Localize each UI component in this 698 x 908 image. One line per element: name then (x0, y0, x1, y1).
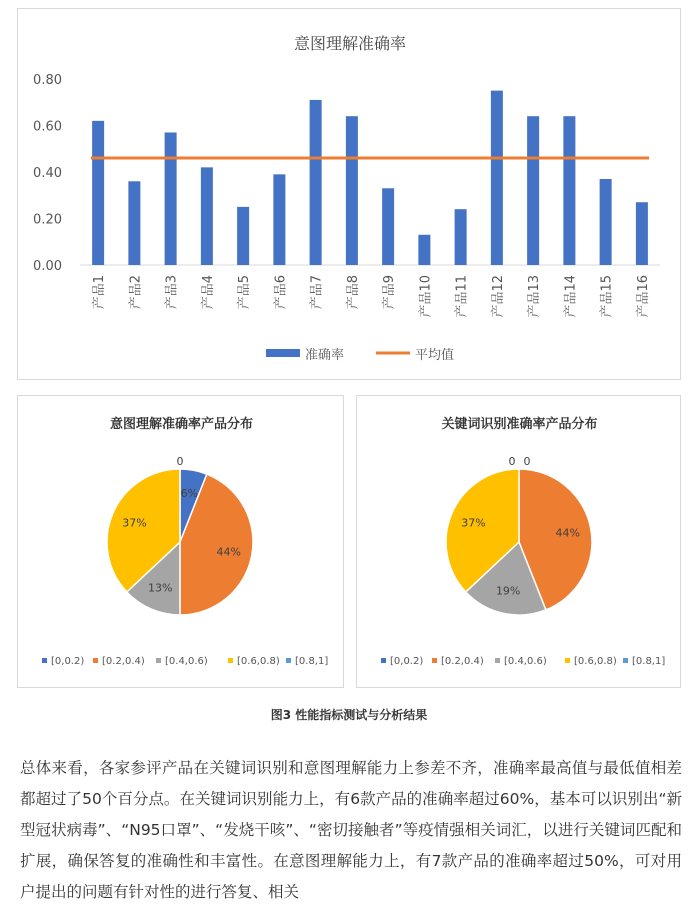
x-category-label: 产品16 (635, 275, 651, 318)
bar-13 (527, 116, 539, 265)
legend-label: [0.4,0.6) (504, 656, 547, 667)
pie-data-label-zero: 0 (523, 455, 531, 468)
legend-label-accuracy: 准确率 (305, 348, 345, 363)
x-category-label: 产品11 (454, 275, 470, 318)
pie-chart-keyword (357, 396, 682, 689)
x-category-label: 产品5 (237, 275, 253, 310)
y-tick-label: 0.00 (33, 259, 62, 274)
legend-label-average: 平均值 (415, 348, 455, 363)
bar-chart (18, 9, 682, 381)
legend-label: [0,0.2) (51, 656, 85, 667)
bar-8 (346, 116, 358, 265)
pie-data-label-zero: 0 (176, 455, 184, 468)
x-category-label: 产品8 (345, 275, 361, 310)
pie-data-label: 13% (148, 581, 173, 595)
bar-7 (310, 100, 322, 265)
x-category-label: 产品13 (527, 275, 543, 318)
pie-data-label: 19% (495, 584, 521, 598)
pie-data-label: 6% (180, 487, 199, 501)
figure-caption: 图3 性能指标测试与分析结果 (270, 708, 428, 722)
bar-14 (563, 116, 575, 265)
x-category-label: 产品15 (599, 275, 615, 318)
legend-swatch (432, 658, 437, 663)
bar-10 (418, 235, 430, 265)
x-category-label: 产品7 (309, 275, 325, 310)
legend-label: [0.4,0.6) (165, 656, 208, 667)
legend-swatch (286, 658, 291, 663)
pie-data-label: 37% (122, 516, 147, 530)
bar-1 (92, 121, 104, 265)
legend-swatch (565, 658, 570, 663)
x-category-label: 产品1 (92, 275, 108, 310)
y-tick-label: 0.40 (33, 166, 62, 181)
bar-12 (491, 91, 503, 265)
bar-6 (273, 174, 285, 265)
pie-chart-panel-intent (17, 395, 344, 688)
bar-2 (128, 181, 140, 265)
x-category-label: 产品12 (490, 275, 506, 318)
x-category-label: 产品4 (200, 275, 216, 310)
pie-data-label-zero: 0 (508, 455, 516, 468)
y-tick-label: 0.60 (33, 119, 62, 135)
legend-swatch-accuracy (266, 349, 300, 357)
legend-label: [0.2,0.4) (102, 656, 145, 667)
y-tick-label: 0.80 (33, 73, 62, 88)
bar-9 (382, 188, 394, 265)
legend-label: [0.6,0.8) (237, 656, 280, 667)
legend-label: [0.2,0.4) (441, 656, 484, 667)
y-tick-label: 0.20 (33, 212, 62, 228)
legend-swatch (93, 658, 98, 663)
bar-5 (237, 207, 249, 265)
bar-15 (600, 179, 612, 265)
legend-swatch (495, 658, 500, 663)
pie-chart-panel-keyword (356, 395, 681, 688)
pie-data-label: 37% (461, 516, 486, 530)
legend-swatch (42, 658, 47, 663)
pie-title: 关键词识别准确率产品分布 (441, 417, 598, 432)
pie-data-label: 44% (555, 526, 580, 540)
legend-swatch (156, 658, 161, 663)
legend-swatch (623, 658, 628, 663)
x-category-label: 产品6 (273, 275, 289, 310)
x-category-label: 产品10 (418, 275, 434, 318)
chart-title: 意图理解准确率 (293, 34, 407, 53)
bar-16 (636, 202, 648, 265)
bar-3 (165, 132, 177, 265)
legend-label: [0.6,0.8) (574, 656, 617, 667)
pie-title: 意图理解准确率产品分布 (109, 417, 254, 432)
body-paragraph: 总体来看，各家参评产品在关键词识别和意图理解能力上参差不齐，准确率最高值与最低值相差都超过了50个百分点。在关键词识别能力上，有6款产品的准确率超过60%，基本可以识别出“新型冠状病毒”、“N95口罩”、“发烧干咳”、“密切接触者”等疫情强相关词汇，以进行关键词匹配和扩展，确保答复的准确性和丰富性。在意图理解能力上，有7款产品的准确率超过50%，可对用户提出的问题有针对性的进行答复、相关 (20, 759, 682, 901)
legend-swatch (381, 658, 386, 663)
x-category-label: 产品9 (382, 275, 398, 310)
legend-swatch (228, 658, 233, 663)
pie-chart-intent (18, 396, 345, 689)
bar-11 (455, 209, 467, 265)
x-category-label: 产品3 (164, 275, 180, 310)
legend-label: [0,0.2) (390, 656, 424, 667)
x-category-label: 产品14 (563, 275, 579, 318)
x-category-label: 产品2 (128, 275, 144, 310)
legend-label: [0.8,1] (295, 656, 329, 667)
pie-data-label: 44% (216, 545, 241, 559)
bar-4 (201, 167, 213, 265)
bar-chart-panel (17, 8, 681, 380)
legend-label: [0.8,1] (632, 656, 666, 667)
